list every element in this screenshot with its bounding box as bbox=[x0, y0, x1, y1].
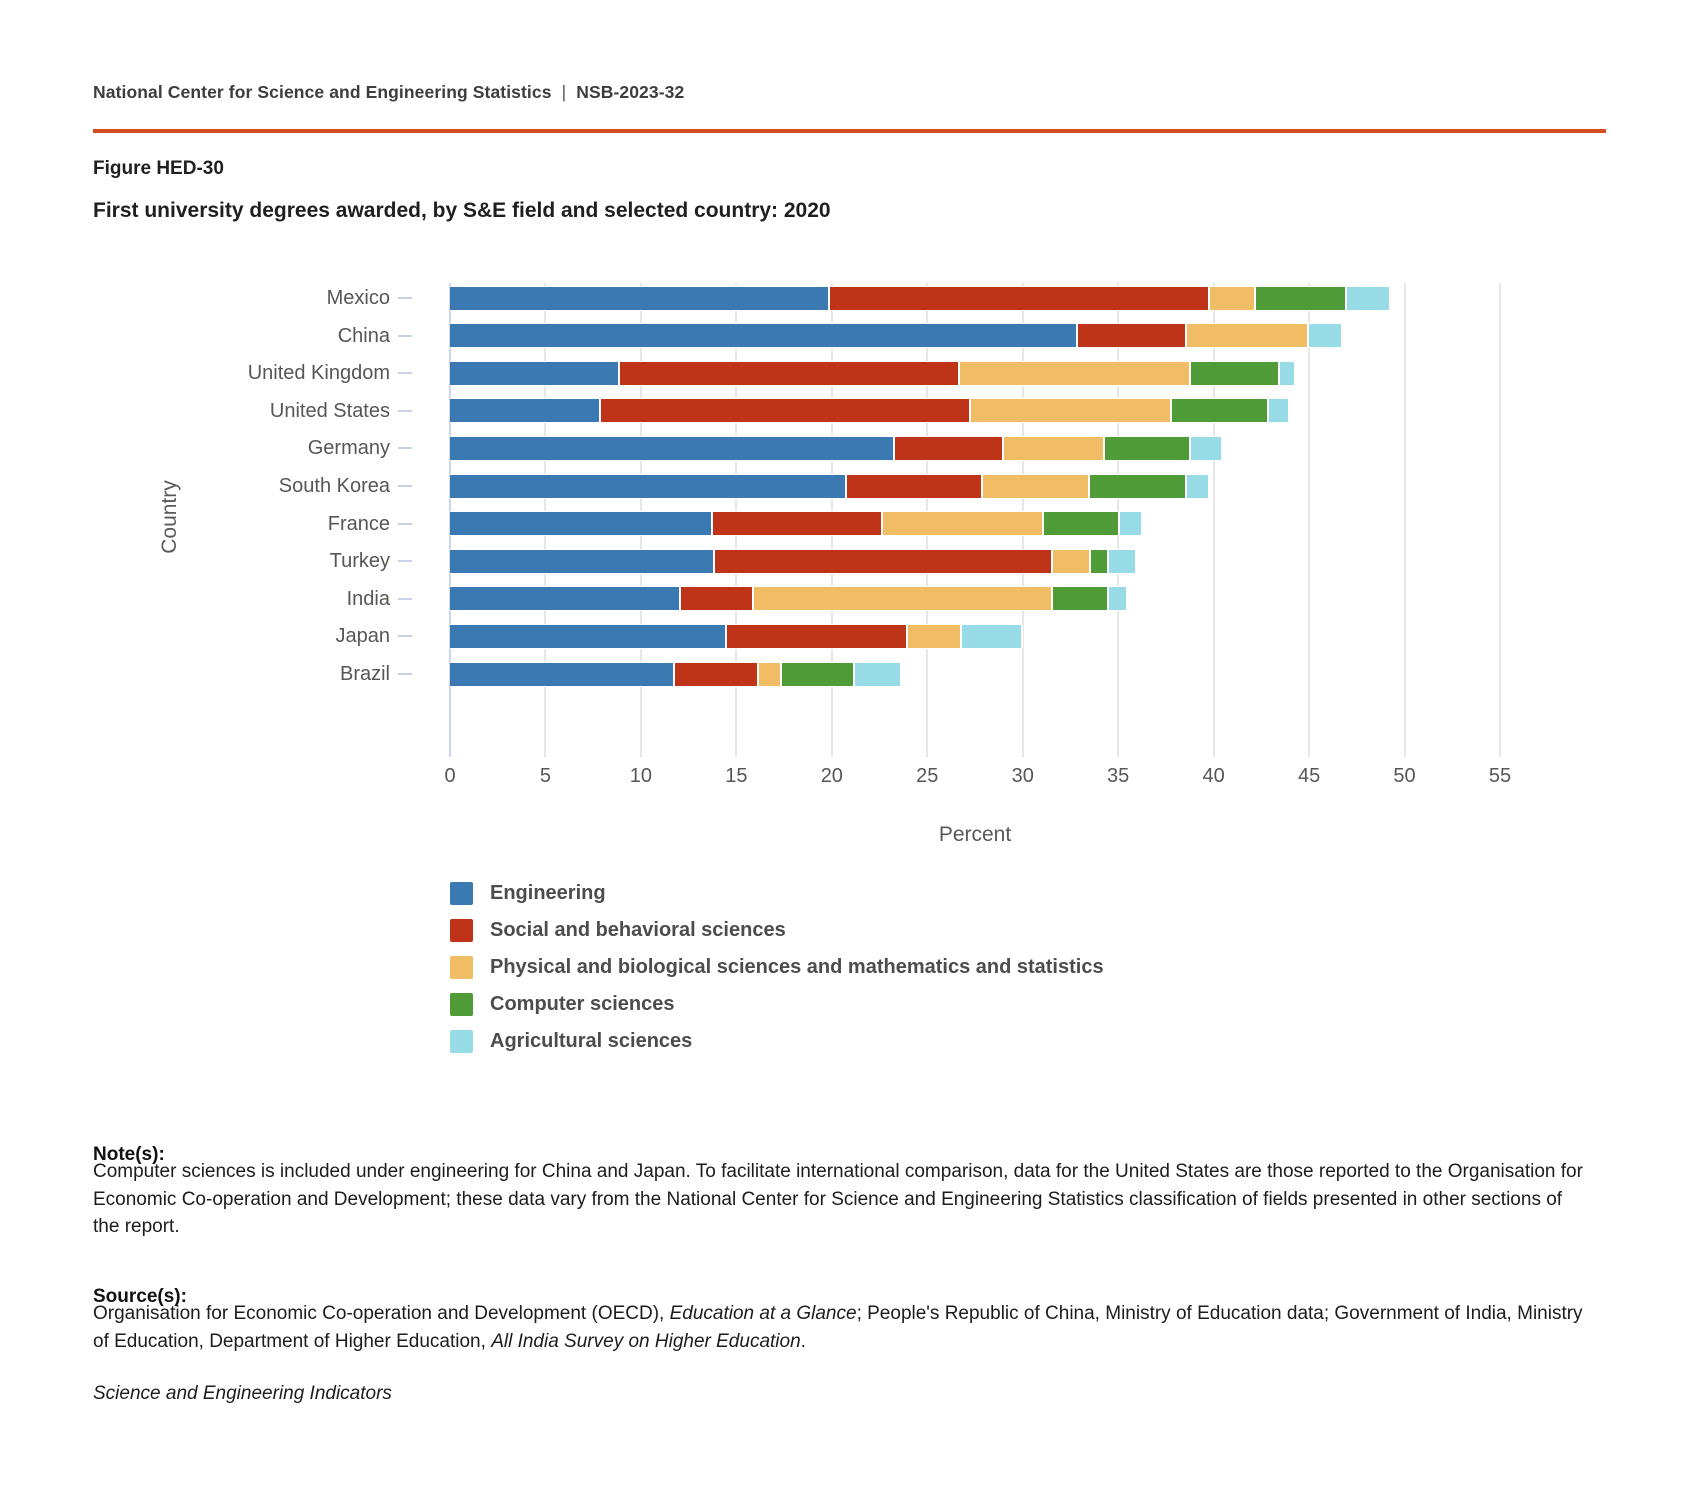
bar-segment-social bbox=[727, 624, 908, 649]
x-tick-label: 35 bbox=[1107, 765, 1130, 787]
x-tick-label: 30 bbox=[1011, 765, 1034, 787]
report-id: NSB-2023-32 bbox=[576, 82, 685, 102]
country-label: Germany bbox=[307, 437, 390, 460]
bar-segment-agricultural bbox=[1309, 323, 1343, 348]
plot-area bbox=[247, 283, 1512, 846]
bar-segment-computer bbox=[1191, 361, 1281, 386]
bar-segment-engineering bbox=[450, 549, 715, 574]
x-tick-label: 25 bbox=[916, 765, 939, 787]
source-text: . bbox=[800, 1330, 806, 1352]
gridline bbox=[1213, 283, 1215, 757]
legend-item bbox=[450, 1030, 1104, 1053]
notes-body: Computer sciences is included under engineering for China and Japan. To facilitate international comparison, data for the United States are those reported to the Organisation for Economic Co-operation and Development; these data vary from the National Center for Science and Engineering Statistics classification of fields presented in other sections of the report. bbox=[93, 1161, 1583, 1237]
country-label: China bbox=[337, 324, 390, 347]
bar-segment-engineering bbox=[450, 436, 895, 461]
source-text: Organisation for Economic Co-operation and Development (OECD), bbox=[93, 1303, 670, 1324]
y-axis-tick bbox=[398, 297, 412, 299]
bar-segment-physical bbox=[908, 624, 961, 649]
bar-segment-physical bbox=[883, 511, 1043, 536]
country-label: Japan bbox=[335, 625, 390, 648]
y-axis-tick bbox=[398, 523, 412, 525]
legend-item bbox=[450, 993, 1104, 1016]
source-title-italic: Education at a Glance bbox=[669, 1303, 857, 1324]
header-separator: | bbox=[561, 82, 567, 102]
bar-segment-agricultural bbox=[962, 624, 1023, 649]
bar-segment-agricultural bbox=[1269, 398, 1290, 423]
x-tick-label: 40 bbox=[1202, 765, 1225, 787]
figure-label: Figure HED-30 bbox=[93, 158, 224, 179]
bar-segment-computer bbox=[782, 662, 855, 687]
legend-item bbox=[450, 956, 1104, 979]
legend bbox=[450, 882, 1104, 1067]
bar-segment-engineering bbox=[450, 361, 620, 386]
x-tick-label: 0 bbox=[444, 765, 456, 787]
bar-segment-agricultural bbox=[1120, 511, 1143, 536]
bar-segment-agricultural bbox=[855, 662, 903, 687]
bar-segment-physical bbox=[1210, 286, 1256, 311]
x-tick-label: 45 bbox=[1297, 765, 1321, 787]
sei-footer: Science and Engineering Indicators bbox=[93, 1383, 392, 1404]
bar-segment-engineering bbox=[450, 474, 847, 499]
country-label: Turkey bbox=[329, 550, 390, 573]
bar-segment-agricultural bbox=[1109, 586, 1128, 611]
country-label: Mexico bbox=[326, 287, 390, 309]
bar-segment-agricultural bbox=[1191, 436, 1223, 461]
x-tick-label: 50 bbox=[1393, 765, 1416, 787]
bar-segment-physical bbox=[983, 474, 1090, 499]
legend-swatch bbox=[450, 993, 473, 1016]
notes-heading: Note(s): bbox=[93, 1144, 165, 1165]
bar-segment-social bbox=[713, 511, 883, 536]
report-header bbox=[93, 82, 684, 103]
bar-segment-physical bbox=[1053, 549, 1091, 574]
legend-label: Engineering bbox=[490, 882, 606, 904]
y-axis-tick bbox=[398, 485, 412, 487]
y-axis-tick bbox=[398, 335, 412, 337]
bar-segment-engineering bbox=[450, 286, 830, 311]
bar-segment-physical bbox=[1004, 436, 1105, 461]
gridline bbox=[1308, 283, 1310, 757]
bar-segment-engineering bbox=[450, 624, 727, 649]
bar-segment-computer bbox=[1091, 549, 1108, 574]
legend-swatch bbox=[450, 882, 473, 905]
bar-segment-computer bbox=[1053, 586, 1108, 611]
x-axis-title: Percent bbox=[938, 823, 1012, 846]
figure-title: First university degrees awarded, by S&E field and selected country: 2020 bbox=[93, 199, 831, 222]
legend-item bbox=[450, 919, 1104, 942]
bar-segment-physical bbox=[1187, 323, 1309, 348]
bar-segment-agricultural bbox=[1109, 549, 1138, 574]
org-name: National Center for Science and Engineering Statistics bbox=[93, 82, 552, 102]
country-label: South Korea bbox=[278, 475, 390, 497]
legend-swatch bbox=[450, 956, 473, 979]
bar-segment-agricultural bbox=[1187, 474, 1210, 499]
bar-segment-engineering bbox=[450, 323, 1078, 348]
bar-segment-social bbox=[675, 662, 759, 687]
legend-label: Agricultural sciences bbox=[490, 1030, 693, 1052]
bar-segment-computer bbox=[1172, 398, 1269, 423]
bar-segment-engineering bbox=[450, 511, 713, 536]
bar-segment-physical bbox=[960, 361, 1191, 386]
legend-label: Social and behavioral sciences bbox=[490, 919, 786, 941]
gridline bbox=[1499, 283, 1501, 757]
y-axis-tick bbox=[398, 560, 412, 562]
legend-swatch bbox=[450, 1030, 473, 1053]
country-label: France bbox=[327, 512, 390, 535]
y-axis-tick bbox=[398, 372, 412, 374]
bar-segment-engineering bbox=[450, 398, 601, 423]
bar-segment-social bbox=[847, 474, 983, 499]
bar-segment-social bbox=[895, 436, 1004, 461]
x-tick-label: 55 bbox=[1488, 765, 1512, 787]
bar-segment-social bbox=[681, 586, 754, 611]
bar-segment-engineering bbox=[450, 586, 681, 611]
y-axis-title: Country bbox=[158, 480, 181, 554]
bar-segment-social bbox=[715, 549, 1053, 574]
country-label: United Kingdom bbox=[247, 362, 390, 385]
bar-segment-computer bbox=[1105, 436, 1191, 461]
bar-segment-computer bbox=[1044, 511, 1120, 536]
y-axis-tick bbox=[398, 410, 412, 412]
y-axis-tick bbox=[398, 635, 412, 637]
y-axis-tick bbox=[398, 673, 412, 675]
bar-segment-social bbox=[1078, 323, 1187, 348]
bar-segment-physical bbox=[759, 662, 782, 687]
sources-body bbox=[93, 1300, 1583, 1355]
bar-segment-computer bbox=[1256, 286, 1348, 311]
legend-label: Computer sciences bbox=[490, 993, 675, 1015]
bar-segment-agricultural bbox=[1347, 286, 1391, 311]
x-tick-label: 5 bbox=[539, 765, 552, 787]
legend-item bbox=[450, 882, 1104, 905]
source-title-italic: All India Survey on Higher Education bbox=[491, 1330, 801, 1352]
bar-segment-physical bbox=[971, 398, 1171, 423]
source-text: ; People's Republic of China, Ministry of Education data; Government of India, Ministry of Education, Department of Higher Education, bbox=[93, 1303, 1583, 1352]
x-tick-label: 10 bbox=[629, 765, 653, 787]
x-tick-label: 15 bbox=[725, 765, 748, 787]
accent-rule bbox=[93, 129, 1606, 133]
bar-segment-social bbox=[620, 361, 960, 386]
bar-segment-computer bbox=[1090, 474, 1187, 499]
y-axis-tick bbox=[398, 447, 412, 449]
legend-label: Physical and biological sciences and mathematics and statistics bbox=[490, 956, 1104, 978]
bar-segment-physical bbox=[754, 586, 1054, 611]
x-tick-label: 20 bbox=[820, 765, 843, 787]
bar-segment-social bbox=[601, 398, 971, 423]
legend-swatch bbox=[450, 919, 473, 942]
bar-segment-social bbox=[830, 286, 1210, 311]
country-label: United States bbox=[269, 399, 390, 422]
gridline bbox=[1404, 283, 1406, 757]
y-axis-tick bbox=[398, 598, 412, 600]
country-label: Brazil bbox=[339, 663, 390, 685]
country-label: India bbox=[346, 587, 390, 610]
bar-segment-agricultural bbox=[1280, 361, 1295, 386]
sources-heading: Source(s): bbox=[93, 1286, 187, 1307]
bar-segment-engineering bbox=[450, 662, 675, 687]
